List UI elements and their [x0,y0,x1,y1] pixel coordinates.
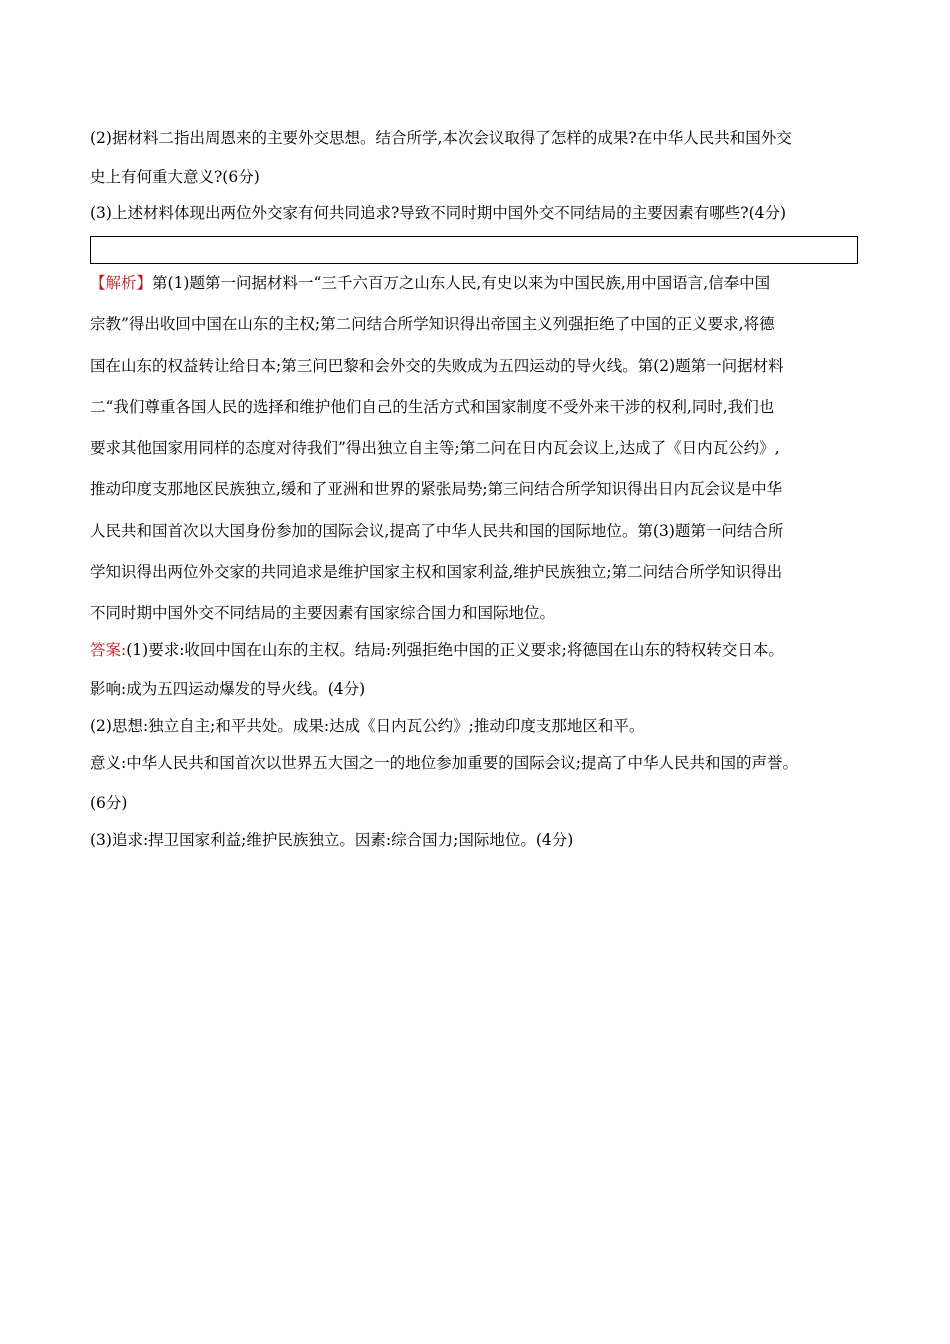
answer-line-2: 影响:成为五四运动爆发的导火线。(4分) [90,680,366,698]
analysis-line-5: 要求其他国家用同样的态度对待我们”得出独立自主等;第二问在日内瓦会议上,达成了《日内瓦公约》, [90,439,780,457]
analysis-line-8: 学知识得出两位外交家的共同追求是维护国家主权和国家利益,维护民族独立;第二问结合所学知识得出 [90,563,783,581]
analysis-line-2: 宗教”得出收回中国在山东的主权;第二问结合所学知识得出帝国主义列强拒绝了中国的正义要求,将德 [90,315,775,333]
answer-label: 答案: [90,641,127,659]
answer-line-5: (6分) [90,794,128,812]
answer-line-6: (3)追求:捍卫国家利益;维护民族独立。因素:综合国力;国际地位。(4分) [90,831,574,849]
answer-line-1 [90,639,880,661]
question-2-line-2: 史上有何重大意义?(6分) [90,168,260,186]
analysis-text: 第(1)题第一问据材料一“三千六百万之山东人民,有史以来为中国民族,用中国语言,信奉中国 [152,274,771,292]
question-3-line-1: (3)上述材料体现出两位外交家有何共同追求?导致不同时期中国外交不同结局的主要因素有哪些?(4分) [90,204,787,222]
analysis-line-4: 二“我们尊重各国人民的选择和维护他们自己的生活方式和国家制度不受外来干涉的权利,同时,我们也 [90,398,775,416]
answer-line-3: (2)思想:独立自主;和平共处。成果:达成《日内瓦公约》;推动印度支那地区和平。 [90,717,645,735]
analysis-line-3: 国在山东的权益转让给日本;第三问巴黎和会外交的失败成为五四运动的导火线。第(2)题第一问据材料 [90,357,784,375]
answer-line-4: 意义:中华人民共和国首次以世界五大国之一的地位参加重要的国际会议;提高了中华人民共和国的声誉。 [90,754,798,772]
analysis-line-1 [90,272,880,294]
analysis-label: 【解析】 [90,274,153,292]
answer-input-box[interactable] [90,236,858,264]
question-2-line-1: (2)据材料二指出周恩来的主要外交思想。结合所学,本次会议取得了怎样的成果?在中华人民共和国外交 [90,129,792,147]
answer-text: (1)要求:收回中国在山东的主权。结局:列强拒绝中国的正义要求;将德国在山东的特权转交日本。 [126,641,784,659]
analysis-line-7: 人民共和国首次以大国身份参加的国际会议,提高了中华人民共和国的国际地位。第(3)题第一问结合所 [90,522,784,540]
analysis-line-6: 推动印度支那地区民族独立,缓和了亚洲和世界的紧张局势;第三问结合所学知识得出日内瓦会议是中华 [90,480,783,498]
analysis-line-9: 不同时期中国外交不同结局的主要因素有国家综合国力和国际地位。 [90,604,556,622]
